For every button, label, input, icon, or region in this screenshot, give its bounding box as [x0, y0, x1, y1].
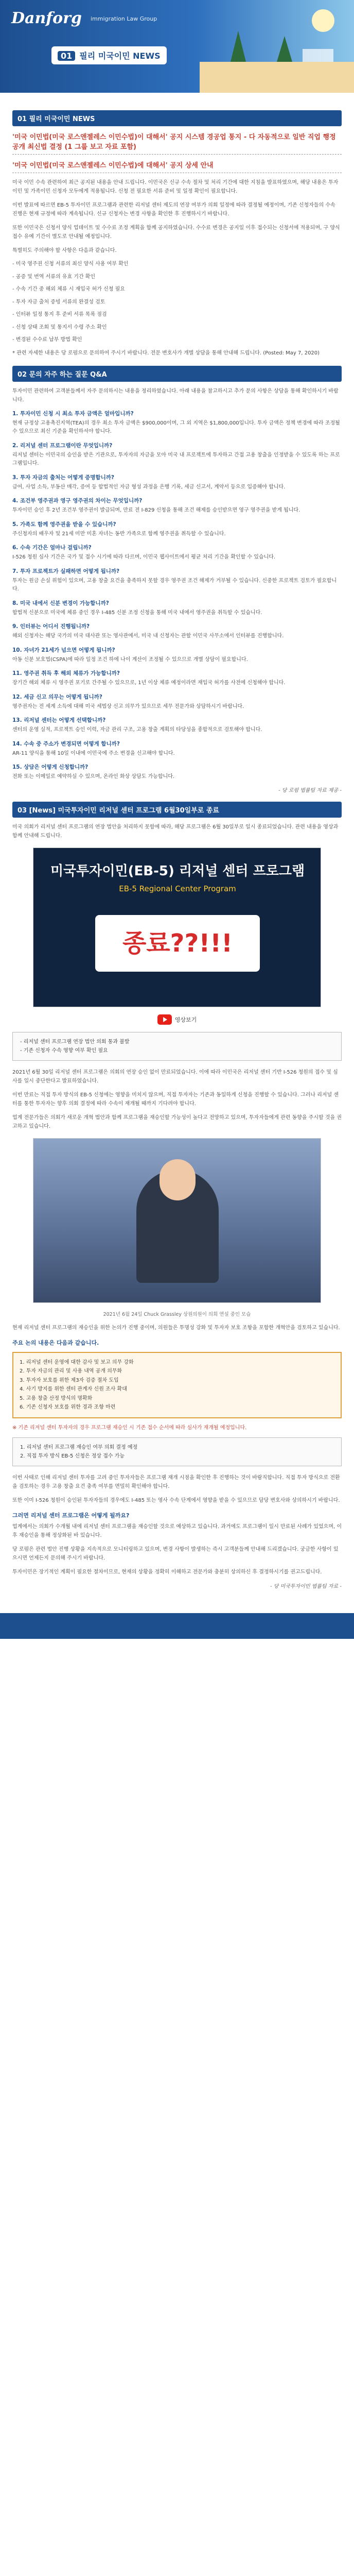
faq-answer: 합법적 신분으로 미국에 체류 중인 경우 I-485 신분 조정 신청을 통해 미국 내에서 영주권을 취득할 수 있습니다.	[12, 609, 262, 616]
banner-scene-icon	[200, 0, 354, 93]
faq-answer: 투자는 원금 손실 위험이 있으며, 고용 창출 요건을 충족하지 못할 경우 영주권 조건 해제가 거부될 수 있습니다. 신중한 프로젝트 검토가 필요합니다.	[12, 578, 337, 592]
faq-answer: 전화 또는 이메일로 예약하실 수 있으며, 온라인 화상 상담도 가능합니다.	[12, 774, 175, 779]
faq-answer: 급여, 사업 소득, 부동산 매각, 증여 등 합법적인 자금 형성 과정을 은행 기록, 세금 신고서, 계약서 등으로 입증해야 합니다.	[12, 484, 286, 490]
faq-answer: 투자이민 승인 후 2년 조건부 영주권이 발급되며, 만료 전 I-829 신청을 통해 조건 해제를 승인받으면 영구 영주권을 받게 됩니다.	[12, 507, 300, 513]
article1-closing: * 관련 자세한 내용은 당 로펌으로 문의하여 주시기 바랍니다. 전문 변호사가 개별 상담을 통해 안내해 드립니다. (Posted: May 7, 2020)	[12, 350, 320, 356]
faq-answer: 현재 규정상 고용촉진지역(TEA)의 경우 최소 투자 금액은 $900,000이며, 그 외 지역은 $1,800,000입니다. 투자 금액은 정책 변경에 따라 조정될 수 있으므로 최신 기준을 확인하셔야 합니다.	[12, 420, 340, 434]
faq-source: - 당 로펌 법률팀 자료 제공 -	[278, 787, 342, 793]
section-title-faq: 02 문의 자주 하는 질문 Q&A	[12, 366, 342, 382]
article2-intro: 미국 의회가 리저널 센터 프로그램의 연장 법안을 처리하지 못함에 따라, 해당 프로그램은 6월 30일부로 일시 종료되었습니다. 관련 내용을 영상과 함께 안내해 드립니다.	[12, 824, 339, 839]
summary-item: 1. 리저널 센터 프로그램 재승인 여부 의회 결정 예정	[20, 1444, 138, 1450]
article1-list-item: - 변경된 수수료 납부 방법 확인	[12, 337, 82, 343]
faq-question: 14. 수속 중 주소가 변경되면 어떻게 합니까?	[12, 740, 120, 747]
highlight-item: 6. 기존 신청자 보호를 위한 경과 조항 마련	[20, 1404, 116, 1410]
faq-question: 7. 투자 프로젝트가 실패하면 어떻게 됩니까?	[12, 568, 120, 574]
highlight-item: 4. 사기 방지를 위한 센터 관계자 신원 조사 확대	[20, 1386, 127, 1392]
faq-question: 9. 인터뷰는 어디서 진행됩니까?	[12, 623, 90, 630]
main-content	[0, 93, 354, 1603]
faq-answer: I-526 청원 심사 기간은 국가 및 접수 시기에 따라 다르며, 이민국 웹사이트에서 평균 처리 기간을 확인할 수 있습니다.	[12, 554, 276, 560]
faq-question: 10. 자녀가 21세가 넘으면 어떻게 됩니까?	[12, 647, 115, 653]
article2-para3-2: 당 로펌은 관련 법안 진행 상황을 지속적으로 모니터링하고 있으며, 변경 사항이 발생하는 즉시 고객분들께 안내해 드리겠습니다. 궁금한 사항이 있으시면 언제든지 문의해 주시기 바랍니다.	[12, 1546, 339, 1561]
faq-question: 15. 상담은 어떻게 신청합니까?	[12, 764, 88, 770]
highlight-item: 5. 고용 창출 산정 방식의 명확화	[20, 1395, 93, 1401]
highlight-item: 2. 투자 자금의 관리 및 사용 내역 공개 의무화	[20, 1368, 122, 1374]
summary-item: 2. 직접 투자 방식 EB-5 신청은 정상 접수 가능	[20, 1453, 125, 1459]
article1-subtitle: '미국 이민법(미국 로스앤젤레스 이민수법)에 대해서' 공지 상세 안내	[12, 160, 342, 173]
banner-headline	[51, 46, 167, 64]
youtube-link[interactable]	[12, 1014, 342, 1025]
header-banner	[0, 0, 354, 93]
summary-box	[12, 1437, 342, 1466]
highlight-item: 1. 리저널 센터 운영에 대한 감사 및 보고 의무 강화	[20, 1359, 134, 1365]
faq-question: 3. 투자 자금의 출처는 어떻게 증명합니까?	[12, 474, 114, 481]
faq-intro: 투자이민 관련하여 고객분들께서 자주 문의하시는 내용을 정리하였습니다. 아래 내용을 참고하시고 추가 문의 사항은 상담을 통해 확인하시기 바랍니다.	[12, 388, 339, 403]
article2-para2-2: 또한 이미 I-526 청원이 승인된 투자자들의 경우에도 I-485 또는 영사 수속 단계에서 영향을 받을 수 있으므로 담당 변호사와 상의하시기 바랍니다.	[12, 1497, 340, 1503]
faq-question: 8. 미국 내에서 신분 변경이 가능합니까?	[12, 600, 109, 606]
highlight-item: 3. 투자자 보호를 위한 제3자 검증 절차 도입	[20, 1377, 119, 1383]
article1-list-item: - 신청 상태 조회 및 통지서 수령 주소 확인	[12, 324, 107, 330]
article2-para-after: 현재 리저널 센터 프로그램의 재승인을 위한 논의가 진행 중이며, 의원들은 투명성 강화 및 투자자 보호 조항을 포함한 개혁안을 검토하고 있습니다.	[12, 1325, 340, 1331]
article1-para-3: 또한 이민국은 신청서 양식 업데이트 및 수수료 조정 계획을 함께 공지하였습니다. 수수료 변경은 공지일 이후 접수되는 신청서에 적용되며, 구 양식 접수 유예 기간이 별도로 안내될 예정입니다.	[12, 225, 340, 240]
article1-list-item: - 공증 및 번역 서류의 유효 기간 확인	[12, 274, 96, 280]
article2-para-1: 2021년 6월 30일 리저널 센터 프로그램은 의회의 연장 승인 없이 만료되었습니다. 이에 따라 이민국은 리저널 센터 기반 I-526 청원의 접수 및 심사를 일시 중단한다고 발표하였습니다.	[12, 1069, 338, 1084]
speaker-face-icon	[160, 1159, 196, 1200]
video-title: 미국투자이민(EB-5) 리저널 센터 프로그램	[50, 863, 305, 879]
section-title-news: 01 필리 미국이민 NEWS	[12, 110, 342, 126]
faq-question: 4. 조건부 영주권과 영구 영주권의 차이는 무엇입니까?	[12, 498, 143, 504]
article2-source: - 당 미국투자이민 법률팀 자료 -	[270, 1583, 342, 1589]
article2-list-title: 주요 논의 내용은 다음과 같습니다.	[12, 1339, 99, 1346]
article1-list-item: - 인터뷰 일정 통지 후 준비 서류 목록 점검	[12, 312, 107, 317]
faq-question: 12. 세금 신고 의무는 어떻게 됩니까?	[12, 693, 102, 700]
photo-caption: 2021년 6월 24일 Chuck Grassley 상원의원이 의회 연설 중인 모습	[103, 1311, 251, 1317]
headline-text: 필리 미국이민 NEWS	[79, 51, 161, 61]
article1-title: '미국 이민법(미국 로스앤젤레스 이민수법)이 대해서' 공지 시스템 경공업 통지 - 다 자동적으로 일반 직업 행정 공개 최신법 결정 (1 그룹 보고 자료 포함)	[12, 131, 342, 155]
brand-logo[interactable]: Danforg	[11, 9, 82, 27]
faq-question: 1. 투자이민 신청 시 최소 투자 금액은 얼마입니까?	[12, 410, 134, 417]
section-title-regional-center: 03 [News] 미국투자이민 리저널 센터 프로그램 6월30일부로 종료	[12, 802, 342, 818]
red-note: ※ 기존 리저널 센터 투자자의 경우 프로그램 재승인 시 기존 접수 순서에 따라 심사가 재개될 예정입니다.	[12, 1425, 247, 1431]
quote-box	[12, 1032, 342, 1061]
brand-subtitle: immigration Law Group	[91, 15, 157, 22]
faq-answer: AR-11 양식을 통해 10일 이내에 이민국에 주소 변경을 신고해야 합니다.	[12, 750, 175, 756]
article2-para-3: 업계 전문가들은 의회가 새로운 개혁 법안과 함께 프로그램을 재승인할 가능성이 높다고 전망하고 있으며, 투자자들에게 관련 동향을 주시할 것을 권고하고 있습니다.	[12, 1114, 342, 1129]
quote-item: - 리저널 센터 프로그램 연장 법안 의회 통과 불발	[20, 1039, 130, 1045]
faq-question: 5. 가족도 함께 영주권을 받을 수 있습니까?	[12, 521, 116, 528]
article1-list-item: - 투자 자금 출처 증빙 서류의 완결성 검토	[12, 299, 105, 305]
video-thumbnail[interactable]	[33, 848, 321, 1007]
video-subtitle: EB-5 Regional Center Program	[119, 884, 236, 893]
faq-answer: 영주권자는 전 세계 소득에 대해 미국 세법상 신고 의무가 있으므로 세무 전문가와 상담하시기 바랍니다.	[12, 703, 244, 709]
faq-question: 2. 리저널 센터 프로그램이란 무엇입니까?	[12, 442, 113, 449]
article1-list-item: - 수속 기간 중 해외 체류 시 재입국 허가 신청 필요	[12, 286, 125, 292]
faq-answer: 리저널 센터는 이민국의 승인을 받은 기관으로, 투자자의 자금을 모아 미국 내 프로젝트에 투자하고 간접 고용 창출을 인정받을 수 있도록 하는 프로그램입니다.	[12, 452, 340, 466]
article2-para-2: 이번 만료는 직접 투자 방식의 EB-5 신청에는 영향을 미치지 않으며, 직접 투자자는 기존과 동일하게 신청을 진행할 수 있습니다. 그러나 리저널 센터를 통한 투자자는 향후 의회 결정에 따라 수속이 재개될 때까지 기다려야 합니다.	[12, 1092, 339, 1107]
faq-question: 6. 수속 기간은 얼마나 걸립니까?	[12, 545, 92, 551]
article2-para3-1: 업계에서는 의회가 수개월 내에 리저널 센터 프로그램을 재승인할 것으로 예상하고 있습니다. 과거에도 프로그램이 일시 만료된 사례가 있었으며, 이후 재승인을 통해 정상화된 바 있습니다.	[12, 1523, 342, 1538]
faq-answer: 장기간 해외 체류 시 영주권 포기로 간주될 수 있으므로, 1년 이상 체류 예정이라면 재입국 허가를 사전에 신청해야 합니다.	[12, 680, 286, 686]
youtube-link-label: 영상보기	[174, 1016, 197, 1023]
faq-answer: 아동 신분 보호법(CSPA)에 따라 일정 조건 하에 나이 계산이 조정될 수 있으므로 개별 상담이 필요합니다.	[12, 656, 248, 663]
faq-question: 11. 영주권 취득 후 해외 체류가 가능합니까?	[12, 670, 120, 676]
article2-para3-3: 투자이민은 장기적인 계획이 필요한 절차이므로, 현재의 상황을 정확히 이해하고 전문가와 충분히 상의하신 후 결정하시기를 권고드립니다.	[12, 1569, 322, 1575]
article1-list-title: 특별히도 주의해야 할 사항은 다음과 같습니다.	[12, 248, 117, 253]
headline-number: 01	[58, 51, 75, 61]
article2-para2-1: 이번 사태로 인해 리저널 센터 투자를 고려 중인 투자자들은 프로그램 재개 시점을 확인한 후 진행하는 것이 바람직합니다. 직접 투자 방식으로 전환을 검토하는 경우 고용 창출 요건 충족 여부를 면밀히 확인해야 합니다.	[12, 1475, 340, 1489]
quote-item: - 기존 신청자 수속 영향 여부 확인 필요	[20, 1047, 108, 1054]
senator-photo	[33, 1138, 321, 1303]
faq-answer: 주신청자의 배우자 및 21세 미만 미혼 자녀는 동반 가족으로 함께 영주권을 취득할 수 있습니다.	[12, 531, 226, 537]
faq-list	[12, 410, 342, 782]
article1-para-1: 미국 이민 수속 관련하여 최근 공지된 내용을 안내 드립니다. 이민국은 신규 수속 절차 및 처리 기간에 대한 지침을 발표하였으며, 해당 내용은 투자이민 및 가족이민 신청자 모두에게 적용됩니다. 신청 전 필요한 서류 준비 및 일정 확인이 필요합니다.	[12, 180, 339, 194]
faq-question: 13. 리저널 센터는 어떻게 선택합니까?	[12, 717, 106, 723]
footer-bar	[0, 1613, 354, 1639]
video-ended-label: 종료??!!!	[95, 915, 260, 972]
youtube-play-icon	[157, 1014, 172, 1025]
faq-answer: 센터의 운영 실적, 프로젝트 승인 이력, 자금 관리 구조, 고용 창출 계획의 타당성을 종합적으로 검토해야 합니다.	[12, 727, 262, 733]
article1-list-item: - 미국 영주권 신청 서류의 최신 양식 사용 여부 확인	[12, 261, 129, 267]
article2-subheading: 그러면 리저널 센터 프로그램은 어떻게 될까요?	[12, 1512, 130, 1519]
faq-answer: 해외 신청자는 해당 국가의 미국 대사관 또는 영사관에서, 미국 내 신청자는 관할 이민국 사무소에서 인터뷰를 진행합니다.	[12, 633, 284, 639]
highlight-list	[12, 1352, 342, 1418]
article1-para-2: 이번 발표에 따르면 EB-5 투자이민 프로그램과 관련한 리저널 센터 제도의 연장 여부가 의회 일정에 따라 결정될 예정이며, 기존 신청자들의 수속 진행은 현재 규정에 따라 계속됩니다. 신규 신청자는 변경 사항을 확인한 후 진행하시기 바랍니다.	[12, 202, 335, 217]
